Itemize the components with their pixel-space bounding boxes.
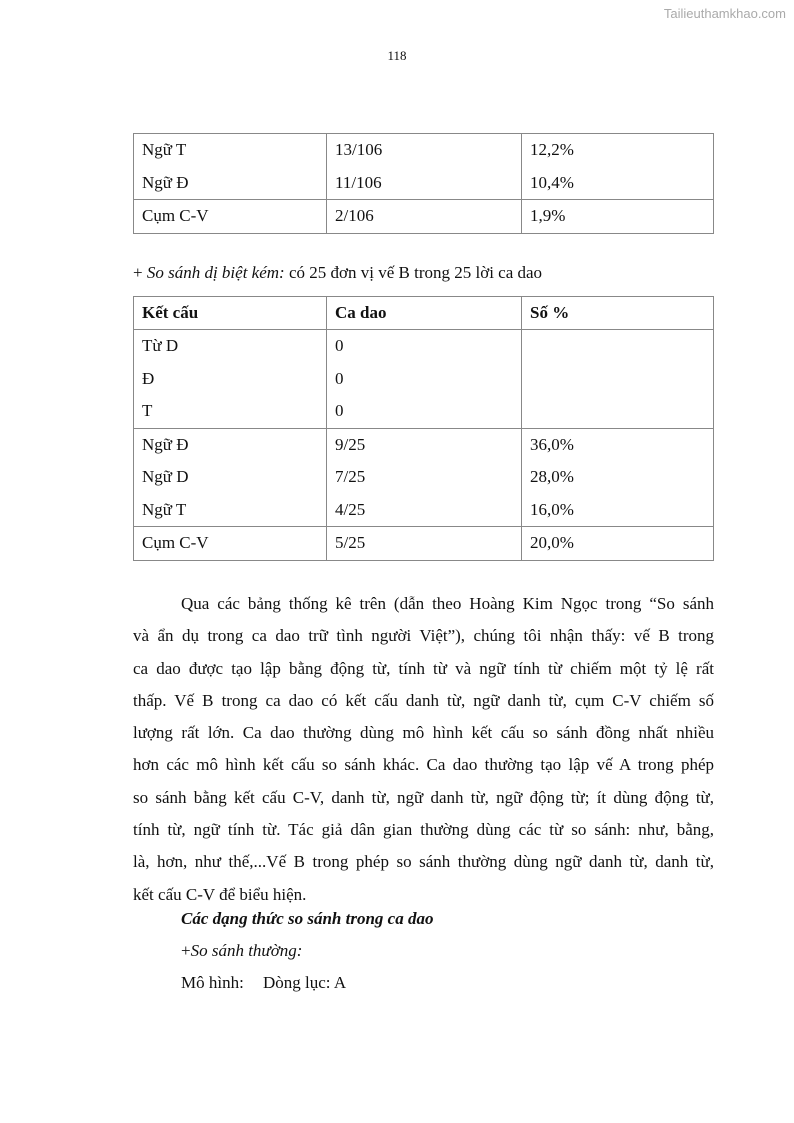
cell-value: Cụm C-V: [142, 206, 209, 225]
cell-value: Ngữ Đ: [142, 434, 189, 454]
table-row-group: [134, 527, 714, 561]
paragraph-line: ca dao được tạo lập bằng động từ, tính từ và ngữ tính từ chiếm một tỷ lệ rất: [133, 658, 714, 678]
table-cell: [327, 330, 522, 429]
cell-value: Cụm C-V: [142, 533, 209, 552]
table-row-group: [134, 428, 714, 527]
section-heading: Các dạng thức so sánh trong ca dao: [181, 909, 434, 928]
table-cell: [327, 428, 522, 527]
model-line: Mô hình: Dòng lục: A: [181, 973, 347, 992]
table-row-group: [134, 200, 714, 234]
table-cell: [134, 330, 327, 429]
paragraph-line: lượng rất lớn. Ca dao thường dùng mô hình kết cấu so sánh đồng nhất nhiều: [133, 723, 714, 743]
cell-value: 9/25: [335, 434, 366, 454]
table-caption: [133, 263, 542, 283]
body-paragraph: [133, 588, 714, 911]
table-cell: [134, 134, 327, 200]
paragraph-line: là, hơn, như thế,...Vế B trong phép so sánh thường dùng ngữ danh từ, danh từ,: [133, 852, 714, 872]
caption-text: có 25 đơn vị vế B trong 25 lời ca dao: [284, 263, 543, 282]
table-row-group: [134, 330, 714, 429]
cell-value: Ngữ T: [142, 140, 187, 159]
cell-value: 0: [335, 401, 344, 420]
table-cell: [134, 527, 327, 561]
paragraph-line: hơn các mô hình kết cấu so sánh khác. Ca dao thường tạo lập vế A trong phép: [133, 755, 714, 775]
cell-value: 0: [335, 368, 344, 388]
header-ca-dao: Ca dao: [327, 297, 522, 330]
table-row-group: [134, 134, 714, 200]
table-cell: [327, 527, 522, 561]
cell-value: 5/25: [335, 533, 366, 552]
cell-value: 12,2%: [530, 140, 574, 159]
plus-marker: +: [133, 263, 143, 282]
table-cell: [522, 428, 714, 527]
table-structure-summary: [133, 133, 714, 234]
paragraph-line: so sánh bằng kết cấu C-V, danh từ, ngữ danh từ, ngữ động từ; ít dùng động từ,: [133, 787, 714, 807]
cell-value: 2/106: [335, 206, 374, 225]
cell-value: 10,4%: [530, 172, 574, 192]
table-cell: [522, 134, 714, 200]
table-cell: [134, 428, 327, 527]
paragraph-line: thấp. Vế B trong ca dao có kết cấu danh từ, ngữ danh từ, cụm C-V chiếm số: [133, 690, 714, 710]
cell-value: 7/25: [335, 467, 366, 486]
cell-value: 4/25: [335, 499, 366, 519]
cell-value: 16,0%: [530, 499, 574, 519]
cell-value: 20,0%: [530, 533, 574, 552]
paragraph-line: và ẩn dụ trong ca dao trữ tình người Việt”), chúng tôi nhận thấy: vế B trong: [133, 626, 714, 646]
cell-value: 1,9%: [530, 206, 566, 225]
cell-value: Ngữ Đ: [142, 172, 189, 192]
cell-value: Từ D: [142, 336, 179, 355]
cell-value: [530, 395, 713, 428]
table-dibiet-kem: [133, 296, 714, 561]
watermark: Tailieuthamkhao.com: [663, 6, 786, 21]
cell-value: Ngữ T: [142, 499, 187, 519]
page-number: 118: [387, 48, 407, 63]
cell-value: 0: [335, 336, 344, 355]
caption-italic: So sánh dị biệt kém:: [146, 263, 285, 282]
paragraph-line: kết cấu C-V để biểu hiện.: [133, 884, 307, 904]
paragraph-line: Qua các bảng thống kê trên (dẫn theo Hoàng Kim Ngọc trong “So sánh: [181, 594, 714, 613]
header-ket-cau: Kết cấu: [134, 297, 327, 330]
cell-value: 36,0%: [530, 434, 574, 454]
cell-value: [530, 330, 713, 363]
paragraph-line: tính từ, ngữ tính từ. Tác giả dân gian thường dùng các từ so sánh: như, bằng,: [133, 820, 714, 840]
cell-value: Ngữ D: [142, 467, 189, 486]
table-cell: [327, 134, 522, 200]
table-cell: [134, 200, 327, 234]
header-percent: Số %: [522, 297, 714, 330]
table-cell: [522, 527, 714, 561]
table-cell: [327, 200, 522, 234]
table-cell: [522, 200, 714, 234]
cell-value: T: [142, 401, 153, 420]
cell-value: [530, 363, 713, 396]
cell-value: Đ: [142, 368, 155, 388]
subsection-label: +So sánh thường:: [181, 941, 303, 960]
cell-value: 28,0%: [530, 467, 574, 486]
cell-value: 11/106: [335, 172, 382, 192]
table-cell: [522, 330, 714, 429]
cell-value: 13/106: [335, 140, 383, 159]
